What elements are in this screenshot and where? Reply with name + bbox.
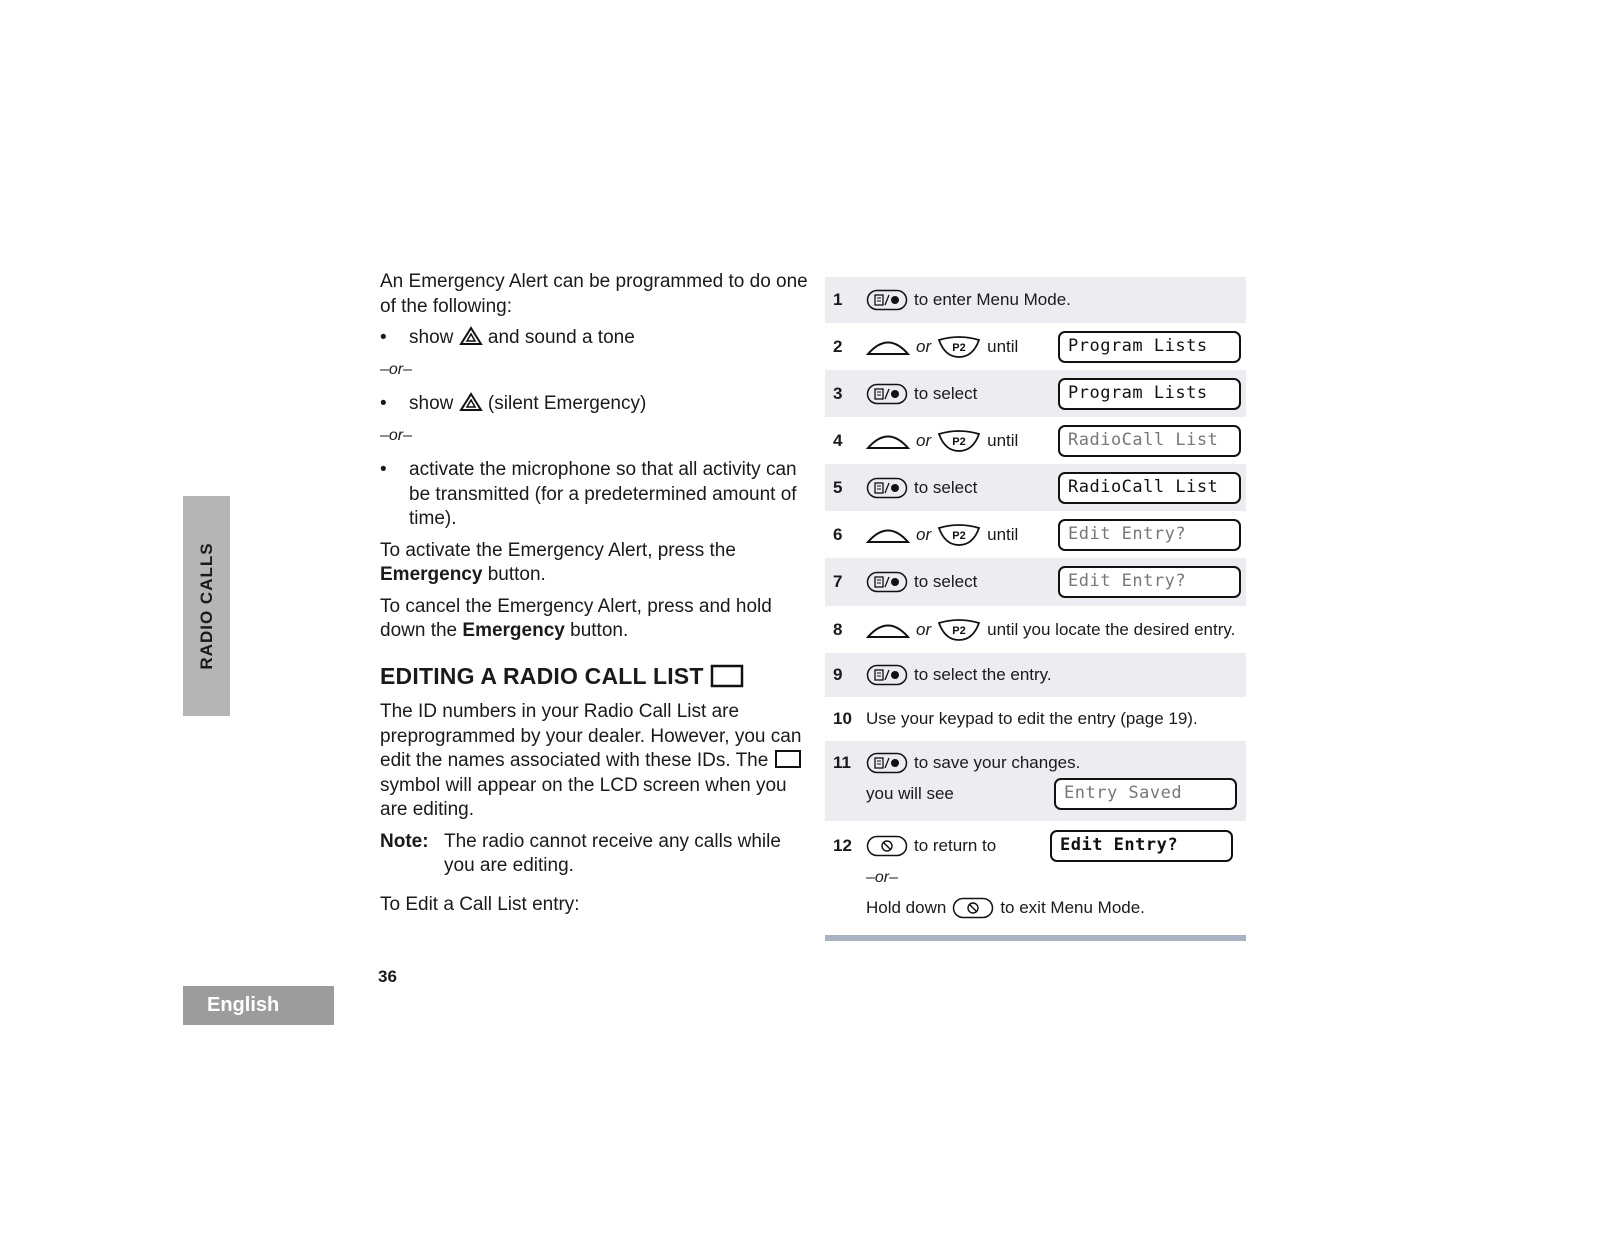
emergency-triangle-icon bbox=[459, 392, 483, 412]
edit-mode-box-icon bbox=[774, 749, 802, 769]
bullet-item: • activate the microphone so that all activity can be transmitted (for a predetermined amount of time). bbox=[380, 459, 797, 529]
emergency-triangle-icon bbox=[459, 326, 483, 346]
step-row: 3 to select Program Lists bbox=[825, 370, 1246, 417]
section-side-tab bbox=[183, 496, 230, 716]
edit-intro: To Edit a Call List entry: bbox=[380, 893, 580, 915]
menu-select-button-icon bbox=[866, 752, 908, 774]
cancel-paragraph: To cancel the Emergency Alert, press and hold down the Emergency button. bbox=[380, 595, 772, 641]
language-tab: English bbox=[183, 986, 334, 1025]
exit-home-button-icon bbox=[952, 897, 994, 919]
step-row: 12 to return to Edit Entry? –or– Hold down to exit Menu Mode. bbox=[825, 821, 1246, 939]
step-row: 10 Use your keypad to edit the entry (page 19). bbox=[833, 709, 1198, 728]
step-row: 9 to select the entry. bbox=[825, 653, 1246, 697]
lcd-display: Edit Entry? bbox=[1058, 566, 1241, 598]
exit-home-button-icon bbox=[866, 835, 908, 857]
intro-paragraph: An Emergency Alert can be programmed to do one of the following: bbox=[380, 271, 808, 317]
menu-select-button-icon bbox=[866, 664, 908, 686]
svg-text:P2: P2 bbox=[952, 341, 966, 354]
lcd-display: RadioCall List bbox=[1058, 472, 1241, 504]
menu-select-button-icon bbox=[866, 477, 908, 499]
activate-paragraph: To activate the Emergency Alert, press the Emergency button. bbox=[380, 539, 736, 585]
p2-key-icon bbox=[937, 430, 981, 452]
lcd-display: Edit Entry? bbox=[1058, 519, 1241, 551]
bullet-item: • show and sound a tone bbox=[380, 327, 635, 348]
p2-key-icon bbox=[937, 524, 981, 546]
note-label: Note: bbox=[380, 830, 429, 852]
lcd-display: Entry Saved bbox=[1054, 778, 1237, 810]
lcd-display: Program Lists bbox=[1058, 378, 1241, 410]
scroll-up-key-icon bbox=[866, 525, 910, 545]
bullet-item: • show (silent Emergency) bbox=[380, 393, 647, 414]
scroll-up-key-icon bbox=[866, 620, 910, 640]
menu-select-button-icon bbox=[866, 289, 908, 311]
step-row: 7 to select Edit Entry? bbox=[825, 558, 1246, 606]
svg-text:P2: P2 bbox=[952, 435, 966, 448]
step-row: 5 to select RadioCall List bbox=[825, 464, 1246, 511]
svg-text:P2: P2 bbox=[952, 529, 966, 542]
step-row: 2 or P2 until Program Lists bbox=[825, 323, 1246, 370]
or-separator: –or– bbox=[866, 869, 899, 886]
body-paragraph: The ID numbers in your Radio Call List are preprogrammed by your dealer. However, you can edit the names associated with these IDs. The symbol will appear on the LCD screen when you are editing. bbox=[380, 701, 802, 820]
step-row: 6 or P2 until Edit Entry? bbox=[825, 511, 1246, 558]
menu-select-button-icon bbox=[866, 383, 908, 405]
step-sub-row: you will see Entry Saved bbox=[833, 775, 1246, 813]
section-side-tab-label: RADIO CALLS bbox=[196, 542, 216, 670]
p2-key-icon bbox=[937, 619, 981, 641]
step-row: 11 to save your changes. you will see Entry Saved bbox=[825, 741, 1246, 821]
steps-table bbox=[825, 277, 1246, 939]
lcd-display: RadioCall List bbox=[1058, 425, 1241, 457]
edit-mode-box-icon bbox=[710, 664, 744, 688]
left-column bbox=[380, 270, 810, 924]
step-row: 4 or P2 until RadioCall List bbox=[825, 417, 1246, 464]
p2-key-icon bbox=[937, 336, 981, 358]
lcd-display: Program Lists bbox=[1058, 331, 1241, 363]
note-text: The radio cannot receive any calls while you are editing. bbox=[444, 830, 781, 876]
or-separator: –or– bbox=[380, 426, 413, 444]
table-bottom-rule bbox=[825, 935, 1246, 941]
scroll-up-key-icon bbox=[866, 337, 910, 357]
page-number: 36 bbox=[378, 967, 397, 986]
section-heading: EDITING A RADIO CALL LIST bbox=[380, 664, 810, 689]
scroll-up-key-icon bbox=[866, 431, 910, 451]
step-row: 1 to enter Menu Mode. bbox=[825, 277, 1246, 323]
menu-select-button-icon bbox=[866, 571, 908, 593]
lcd-display: Edit Entry? bbox=[1050, 830, 1233, 862]
note-block bbox=[380, 830, 810, 879]
hold-down-instruction: Hold down to exit Menu Mode. bbox=[866, 898, 1145, 917]
step-row: 8 or P2 until you locate the desired entry. bbox=[833, 619, 1236, 639]
svg-text:P2: P2 bbox=[952, 624, 966, 637]
or-separator: –or– bbox=[380, 360, 413, 378]
